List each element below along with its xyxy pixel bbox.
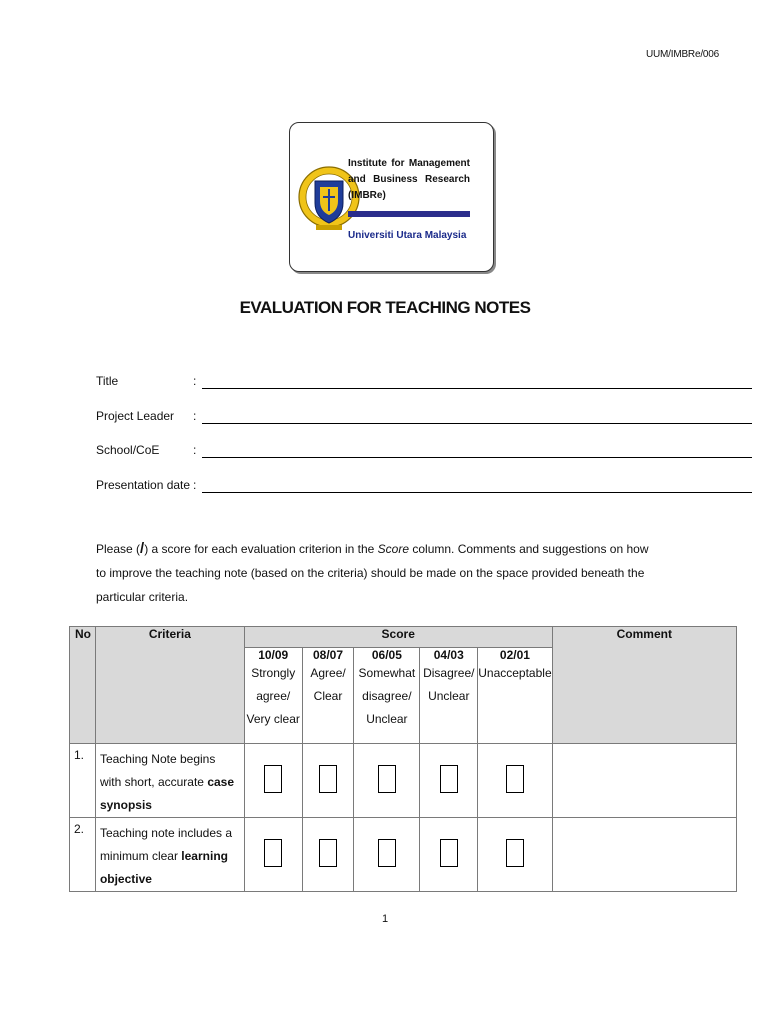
field-label: Project Leader bbox=[96, 409, 175, 423]
field-colon: : bbox=[193, 478, 197, 492]
field-colon: : bbox=[193, 409, 197, 423]
project-leader-input-line[interactable] bbox=[202, 423, 752, 424]
table-row bbox=[70, 744, 737, 818]
field-colon: : bbox=[193, 443, 197, 457]
page-title: EVALUATION FOR TEACHING NOTES bbox=[239, 298, 531, 317]
score-checkbox-08-07[interactable] bbox=[319, 765, 337, 793]
score-column-06-05: 06/05 Somewhat disagree/ Unclear bbox=[354, 648, 420, 744]
score-column-08-07: 08/07 Agree/ Clear bbox=[302, 648, 354, 744]
score-checkbox-10-09[interactable] bbox=[264, 765, 282, 793]
header-criteria: Criteria bbox=[95, 627, 244, 744]
slash-mark: / bbox=[140, 540, 145, 557]
score-checkbox-10-09[interactable] bbox=[264, 839, 282, 867]
field-label: Title bbox=[96, 374, 119, 388]
field-label: School/CoE bbox=[96, 443, 160, 457]
field-colon: : bbox=[193, 374, 197, 388]
score-column-04-03: 04/03 Disagree/ Unclear bbox=[420, 648, 478, 744]
score-checkbox-06-05[interactable] bbox=[378, 839, 396, 867]
title-input-line[interactable] bbox=[202, 388, 752, 389]
comment-cell[interactable] bbox=[552, 818, 736, 892]
instructions-text: Please (/) a score for each evaluation criterion in the Score column. Comments and suggestions on how to improve the teaching note (based on the criteria) should be made on the space provided beneath the particular criteria. bbox=[96, 540, 649, 604]
row-number: 1. bbox=[70, 744, 96, 818]
score-checkbox-06-05[interactable] bbox=[378, 765, 396, 793]
logo-divider-bar bbox=[348, 211, 470, 217]
score-checkbox-08-07[interactable] bbox=[319, 839, 337, 867]
institute-name: Institute for Management and Business Research (IMBRe) bbox=[348, 158, 470, 201]
table-row bbox=[70, 818, 737, 892]
score-column-02-01: 02/01 Unacceptable bbox=[478, 648, 552, 744]
document-code: UUM/IMBRe/006 bbox=[646, 49, 719, 60]
comment-cell[interactable] bbox=[552, 744, 736, 818]
presentation-date-input-line[interactable] bbox=[202, 492, 752, 493]
evaluation-table bbox=[69, 626, 737, 892]
row-criteria: Teaching note includes a minimum clear learning objective bbox=[95, 818, 244, 892]
row-criteria: Teaching Note begins with short, accurate case synopsis bbox=[95, 744, 244, 818]
score-checkbox-04-03[interactable] bbox=[440, 765, 458, 793]
institute-logo-box bbox=[289, 122, 494, 272]
header-score: Score bbox=[244, 627, 552, 648]
university-name: Universiti Utara Malaysia bbox=[348, 230, 467, 241]
school-input-line[interactable] bbox=[202, 457, 752, 458]
page-number: 1 bbox=[381, 913, 389, 925]
header-no: No bbox=[70, 627, 96, 744]
score-checkbox-04-03[interactable] bbox=[440, 839, 458, 867]
field-label: Presentation date bbox=[96, 478, 191, 492]
score-checkbox-02-01[interactable] bbox=[506, 765, 524, 793]
score-checkbox-02-01[interactable] bbox=[506, 839, 524, 867]
score-column-10-09: 10/09 Strongly agree/ Very clear bbox=[244, 648, 302, 744]
row-number: 2. bbox=[70, 818, 96, 892]
header-comment: Comment bbox=[552, 627, 736, 744]
